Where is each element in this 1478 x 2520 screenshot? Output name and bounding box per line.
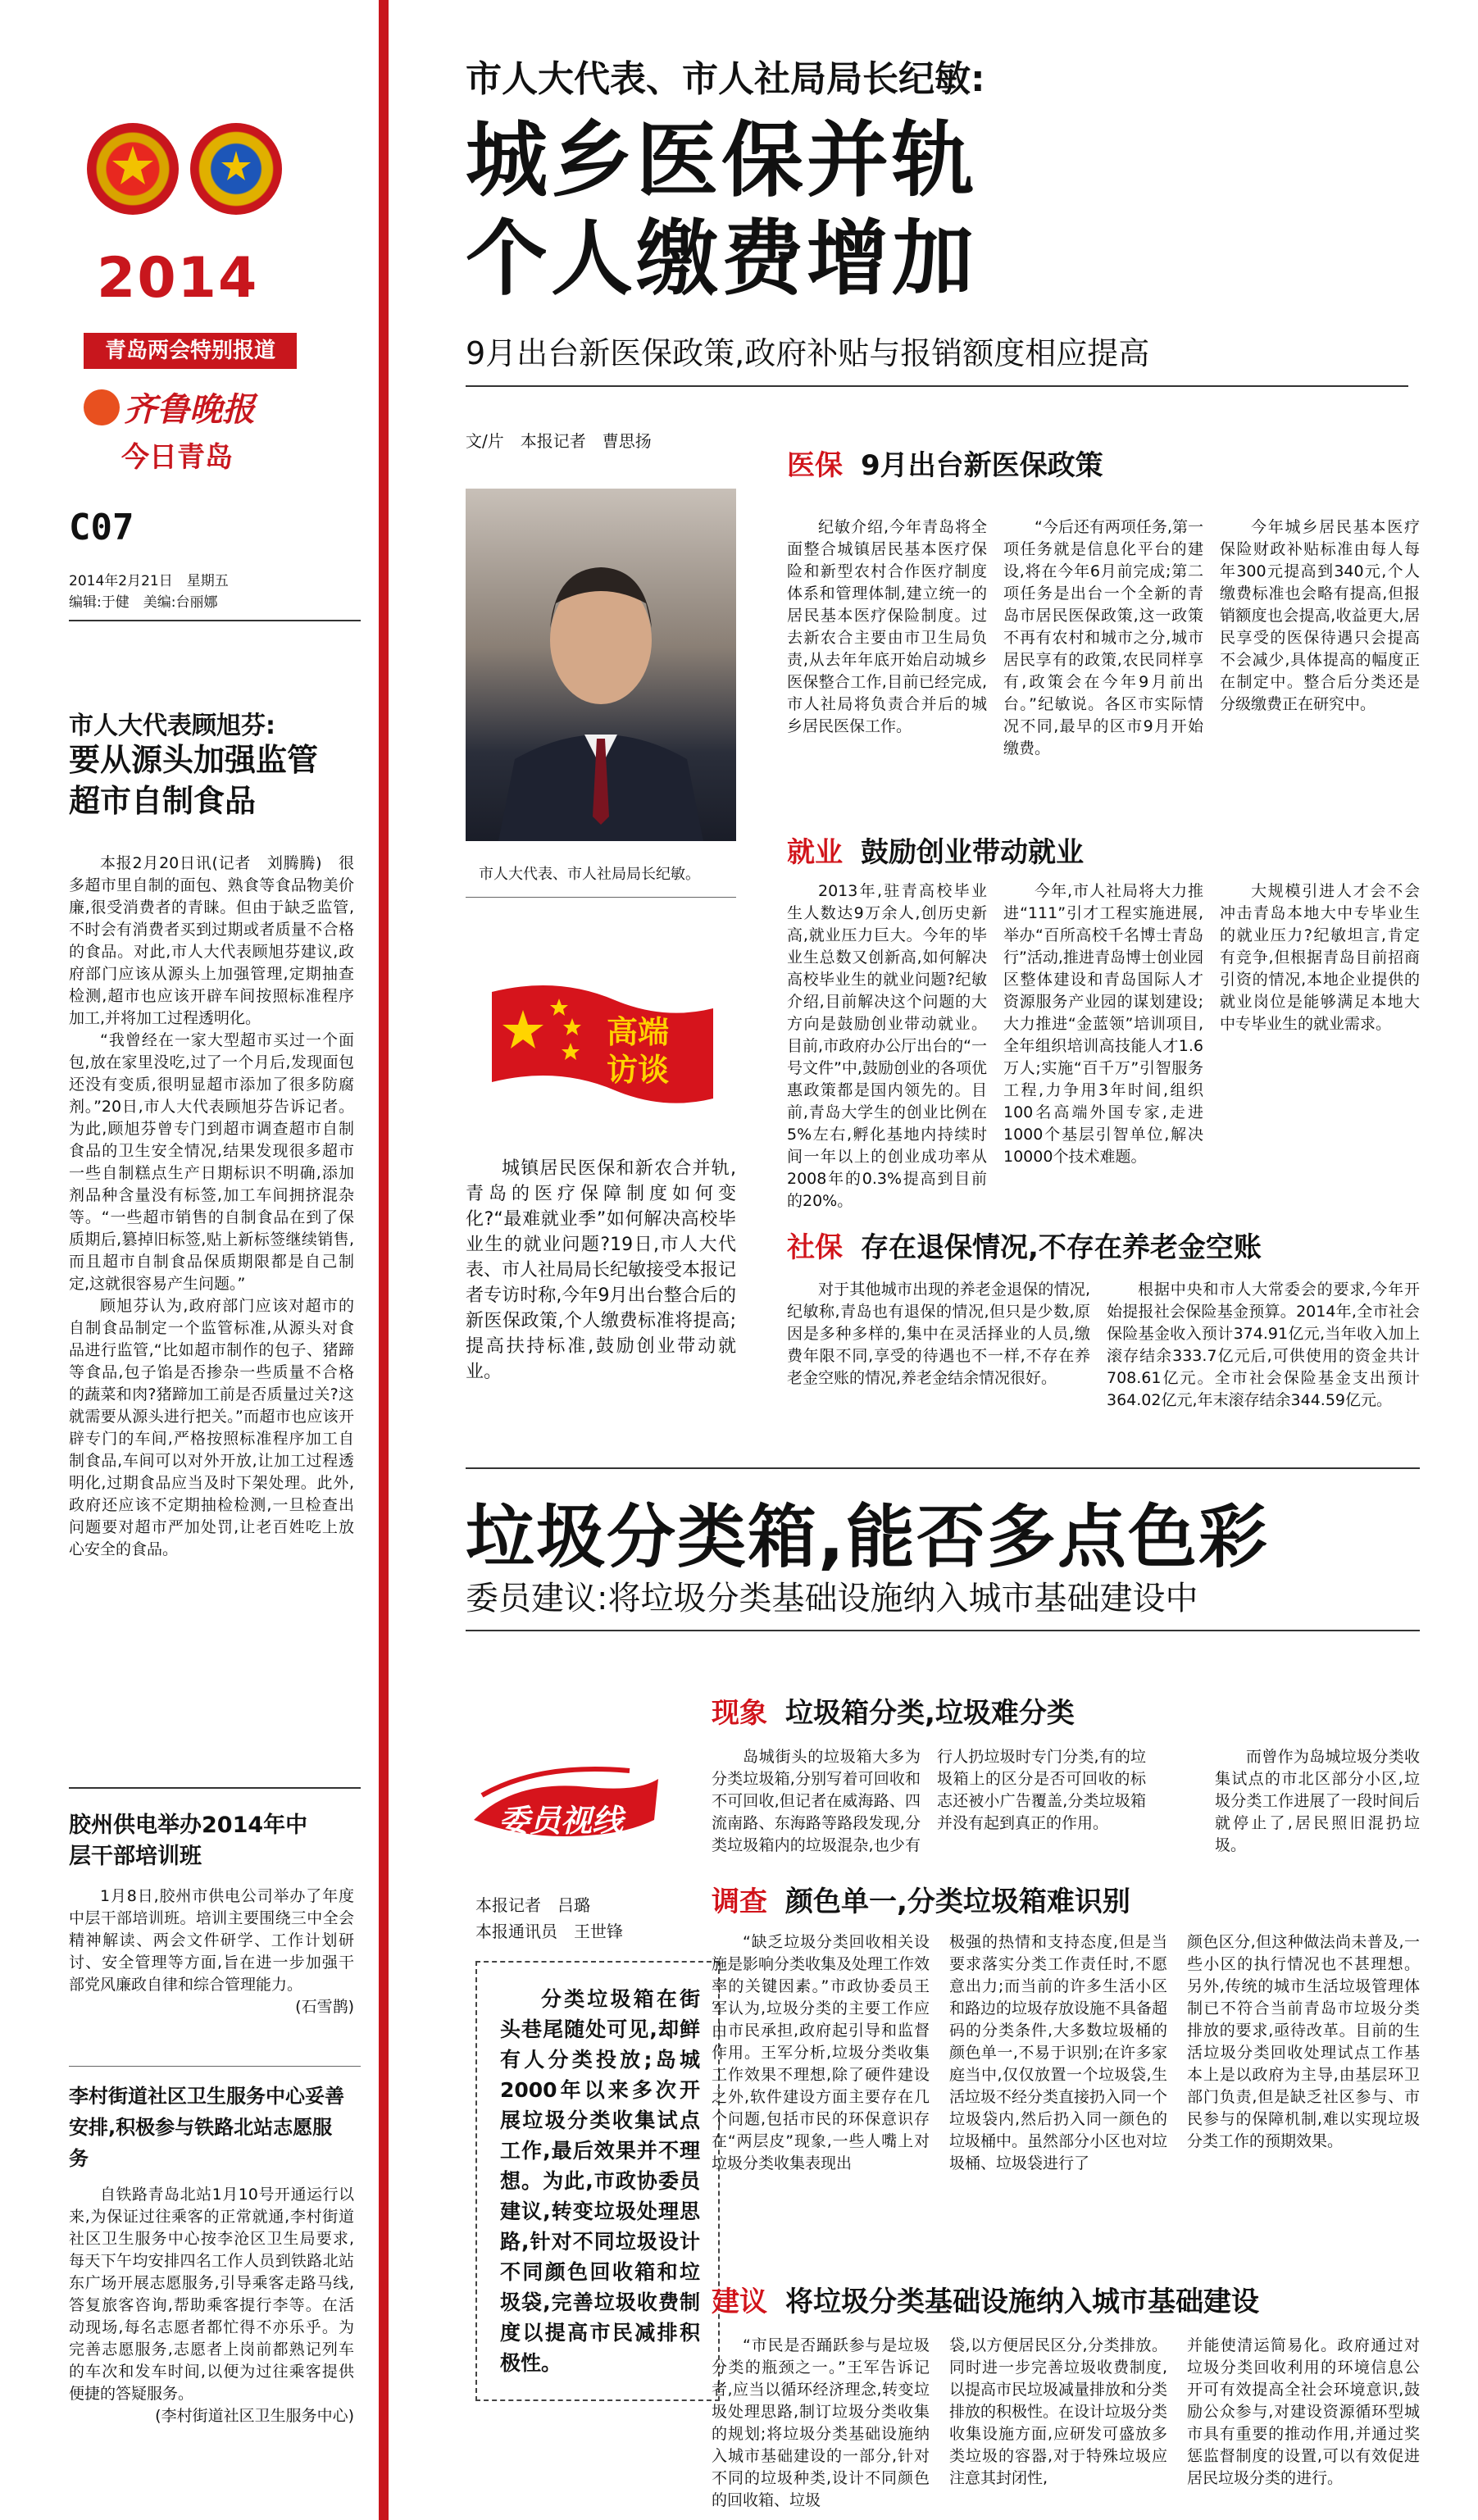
section-heading-employment — [787, 830, 1084, 870]
byline-correspondent: 本报通讯员 王世锋 — [475, 1922, 623, 1941]
section-title: 存在退保情况,不存在养老金空账 — [861, 1231, 1262, 1264]
section-title: 垃圾箱分类,垃圾难分类 — [785, 1697, 1075, 1730]
masthead-year: 2014 — [97, 246, 259, 311]
section-label: 现象 — [712, 1697, 767, 1730]
section-title: 鼓励创业带动就业 — [861, 836, 1084, 869]
column-paragraph: 颜色区分,但这种做法尚未普及,一些小区的执行情况也不甚理想。另外,传统的城市生活垃圾管理体制已不符合当前青岛市垃圾分类排放的要求,亟待改革。目前的生活垃圾分类回收处理试点工作基本上是以政府为主导,由基层环卫部门负责,但是缺乏社区参与、市民参与的保障机制,难以实现垃圾分类工作的预期效果。 — [1187, 1933, 1420, 2150]
section-label: 就业 — [787, 836, 843, 869]
left-story1-paragraph: “我曾经在一家大型超市买过一个面包,放在家里没吃,过了一个月后,发现面包还没有变质,很明显超市添加了很多防腐剂。”20日,市人大代表顾旭芬告诉记者。为此,顾旭芬曾专门到超市调查超市自制食品的卫生安全情况,结果发现很多超市一些自制糕点生产日期标识不明确,添加剂品种含量没有标签,加工车间拥挤混杂等。“一些超市销售的自制食品在到了保质期后,篡掉旧标签,贴上新标签继续销售,而且超市自制食品保质期限都是自己制定,这就很容易产生问题。” — [69, 1031, 354, 1293]
vertical-red-rule — [379, 0, 389, 2520]
main2-byline — [475, 1892, 623, 1945]
left-story1-headline: 要从源头加强监管超市自制食品 — [69, 742, 319, 819]
left-story1-paragraph: 顾旭芬认为,政府部门应该对超市的自制食品制定一个监管标准,从源头对食品进行监管,“比如超市制作的包子、猪蹄等食品,包子馅是否掺杂一些质量不合格的蔬菜和肉?猪蹄加工前是否质量过关?这就需要从源头进行把关。”而超市也应该开辟专门的车间,严格按照标准程序加工自制食品,车间可以对外开放,让加工过程透明化,过期食品应当及时下架处理。此外,政府还应该不定期抽检检测,一旦检查出问题要对超市严加处罚,让老百姓吃上放心安全的食品。 — [69, 1297, 354, 1558]
byline-reporter: 本报记者 吕璐 — [475, 1895, 590, 1915]
story-divider — [466, 1467, 1420, 1469]
text-column — [787, 516, 987, 738]
text-column — [712, 2335, 930, 2515]
column-paragraph: 今年城乡居民基本医疗保险财政补贴标准由每人每年300元提高到340元,个人缴费标准也会略有提高,但报销额度也会提高,收益更大,居民享受的医保待遇只会提高不会减少,具体提高的幅度正在制定中。整合后分类还是分级缴费正在研究中。 — [1220, 518, 1420, 713]
page-number: C07 — [69, 507, 134, 548]
left-divider — [69, 1787, 361, 1789]
left-divider — [69, 2066, 361, 2067]
paper-logo — [84, 384, 255, 430]
text-column — [712, 1746, 1146, 1857]
member-view-badge-label: 委员视线 — [498, 1803, 624, 1839]
text-column — [1220, 516, 1420, 716]
section-heading-suggestion — [712, 2279, 1259, 2319]
column-paragraph: 袋,以方便居民区分,分类排放。同时进一步完善垃圾收费制度,以提高市民垃圾减量排放和分类排放的积极性。在设计垃圾分类收集设施方面,应研发可盛放多类垃圾的容器,对于特殊垃圾应注意其封闭性, — [949, 2336, 1167, 2487]
left-story1-body — [69, 853, 354, 1561]
left-story2-credit: (石雪鹊) — [295, 1998, 354, 2016]
column-paragraph: 而曾作为岛城垃圾分类收集试点的市北区部分小区,垃圾分类工作进展了一段时间后就停止了,居民照旧混扔垃圾。 — [1215, 1748, 1420, 1854]
member-view-badge — [466, 1763, 662, 1853]
column-paragraph: “今后还有两项任务,第一项任务就是信息化平台的建设,将在今年6月前完成;第二项任务是出台一个全新的青岛市居民医保政策,这一政策不再有农村和城市之分,城市居民享有的政策,农民同样享有,政策会在今年9月前出台。”纪敏说。各区市实际情况不同,最早的区市9月开始缴费。 — [1003, 518, 1203, 757]
section-heading-medical — [787, 443, 1103, 483]
cppcc-emblem-icon — [190, 123, 282, 215]
left-story1-kicker: 市人大代表顾旭芬: — [69, 712, 275, 740]
masthead-rule — [69, 620, 361, 621]
section-title: 9月出台新医保政策 — [861, 449, 1103, 482]
section-heading-investigation — [712, 1879, 1130, 1919]
column-paragraph: 纪敏介绍,今年青岛将全面整合城镇居民基本医疗保险和新型农村合作医疗制度体系和管理体制,建立统一的居民基本医疗保险制度。过去新农合主要由市卫生局负责,从去年年底开始启动城乡医保整合工作,目前已经完成,市人社局将负责合并后的城乡居民医保工作。 — [787, 518, 987, 735]
text-column — [949, 2335, 1167, 2515]
left-story2-body — [69, 1885, 354, 2018]
text-column — [1187, 2335, 1420, 2515]
text-column — [1215, 1746, 1420, 1857]
column-paragraph: 根据中央和市人大常委会的要求,今年开始提报社会保险基金预算。2014年,全市社会保险基金收入预计374.91亿元,当年收入加上滚存结余333.7亿元后,可供使用的资金共计708.61亿元。全市社会保险基金支出预计364.02亿元,年末滚存结余344.59亿元。 — [1107, 1280, 1420, 1409]
interview-badge-label: 高端访谈 — [607, 1014, 670, 1088]
text-column — [1187, 1931, 1420, 2276]
main2-headline: 垃圾分类箱,能否多点色彩 — [466, 1497, 1269, 1577]
paper-name: 齐鲁晚报 — [124, 390, 256, 429]
section-label: 社保 — [787, 1231, 843, 1264]
interview-badge — [484, 976, 730, 1123]
text-column — [1107, 1279, 1420, 1412]
column-paragraph: 对于其他城市出现的养老金退保的情况,纪敏称,青岛也有退保的情况,但只是少数,原因是多种多样的,集中在灵活择业的人员,缴费年限不同,享受的待遇也不一样,不存在养老金空账的情况,养老金结余情况很好。 — [787, 1280, 1090, 1387]
column-paragraph: 今年,市人社局将大力推进“111”引才工程实施进展,举办“百所高校千名博士青岛行”活动,推进青岛博士创业园区整体建设和青岛国际人才资源服务产业园的谋划建设;大力推进“金蓝领”培训项目,全年组织培训高技能人才1.6万人;实施“百千万”引智服务工程,力争用3年时间,组织100名高端外国专家,走进1000个基层引智单位,解决10000个技术难题。 — [1003, 882, 1203, 1166]
text-column — [787, 1279, 1090, 1390]
issue-date: 2014年2月21日 星期五 — [69, 573, 229, 589]
issue-editors: 编辑:于健 美编:台丽娜 — [69, 594, 218, 611]
left-story2-headline: 胶州供电举办2014年中层干部培训班 — [69, 1813, 308, 1869]
pullquote-box — [475, 1961, 720, 2401]
main1-intro: 城镇居民医保和新农合并轨,青岛的医疗保障制度如何变化?“最难就业季”如何解决高校毕业生的就业问题?19日,市人大代表、市人社局局长纪敏接受本报记者专访时称,今年9月出台整合后的新医保政策,个人缴费标准将提高;提高扶持标准,鼓励创业带动就业。 — [466, 1158, 737, 1382]
left-story3-body — [69, 2184, 354, 2427]
interviewee-photo — [466, 489, 736, 841]
edition-name: 今日青岛 — [121, 441, 233, 474]
national-emblem-icon — [87, 123, 179, 215]
photo-caption: 市人大代表、市人社局局长纪敏。 — [479, 866, 700, 883]
main1-headline-line: 个人缴费增加 — [466, 211, 977, 307]
section-label: 建议 — [712, 2286, 767, 2318]
text-column — [712, 1931, 930, 2276]
main1-subhead: 9月出台新医保政策,政府补贴与报销额度相应提高 — [466, 335, 1150, 371]
main1-headline — [466, 111, 977, 308]
column-paragraph: 大规模引进人才会不会冲击青岛本地大中专毕业生的就业压力?纪敏坦言,肯定有竞争,但根据青岛目前招商引资的情况,本地企业提供的就业岗位是能够满足本地大中专毕业生的就业需求。 — [1220, 882, 1420, 1033]
main2-subhead: 委员建议:将垃圾分类基础设施纳入城市基础建设中 — [466, 1580, 1198, 1617]
column-paragraph: 极强的热情和支持态度,但是当要求落实分类工作责任时,不愿意出力;而当前的许多生活小区和路边的垃圾存放设施不具备超码的分类条件,大多数垃圾桶的颜色单一,不易于识别;在许多家庭当中,仅仅放置一个垃圾袋,生活垃圾不经分类直接扔入同一个垃圾袋内,然后扔入同一颜色的垃圾桶中。虽然部分小区也对垃圾桶、垃圾袋进行了 — [949, 1933, 1167, 2172]
column-paragraph: 岛城街头的垃圾箱大多为分类垃圾箱,分别写着可回收和不可回收,但记者在威海路、四流南路、东海路等路段发现,分类垃圾箱内的垃圾混杂,也少有行人扔垃圾时专门分类,有的垃圾箱上的区分是否可回收的标志还被小广告覆盖,分类垃圾箱并没有起到真正的作用。 — [712, 1748, 1146, 1854]
sun-logo-icon — [84, 389, 120, 425]
main1-byline: 文/片 本报记者 曹思扬 — [466, 431, 652, 451]
left-story3-credit: (李村街道社区卫生服务中心) — [155, 2407, 354, 2425]
section-heading-phenomenon — [712, 1690, 1075, 1731]
text-column — [949, 1931, 1167, 2276]
text-column — [1003, 516, 1203, 760]
left-story3-headline: 李村街道社区卫生服务中心妥善安排,积极参与铁路北站志愿服务 — [69, 2085, 344, 2170]
section-title: 将垃圾分类基础设施纳入城市基础建设 — [785, 2286, 1259, 2318]
main1-kicker: 市人大代表、市人社局局长纪敏: — [466, 58, 985, 100]
section-title: 颜色单一,分类垃圾箱难识别 — [785, 1885, 1130, 1918]
masthead-special-banner: 青岛两会特别报道 — [84, 333, 297, 369]
main2-rule — [466, 1630, 1420, 1631]
column-paragraph: 并能使清运简易化。政府通过对垃圾分类回收利用的环境信息公开可有效提高全社会环境意识,鼓励公众参与,对建设资源循环型城市具有重要的推动作用,并通过奖惩监督制度的设置,可以有效促进居民垃圾分类的进行。 — [1187, 2336, 1420, 2487]
column-paragraph: “缺乏垃圾分类回收相关设施是影响分类收集及处理工作效率的关键因素。”市政协委员王军认为,垃圾分类的主要工作应由市民承担,政府起引导和监督作用。王军分析,垃圾分类收集工作效果不理想,除了硬件建设之外,软件建设方面主要存在几个问题,包括市民的环保意识存在“两层皮”现象,一些人嘴上对垃圾分类收集表现出 — [712, 1933, 930, 2172]
left-story2-paragraph: 1月8日,胶州市供电公司举办了年度中层干部培训班。培训主要围绕三中全会精神解读、两会文件研学、工作计划研讨、安全管理等方面,旨在进一步加强干部党风廉政自律和综合管理能力。 — [69, 1887, 354, 1994]
caption-rule — [466, 897, 736, 898]
main1-rule — [466, 385, 1408, 387]
main1-headline-line: 城乡医保并轨 — [466, 112, 977, 208]
section-label: 调查 — [712, 1885, 767, 1918]
left-story3-paragraph: 自铁路青岛北站1月10号开通运行以来,为保证过往乘客的正常就通,李村街道社区卫生服务中心按李沧区卫生局要求,每天下午均安排四名工作人员到铁路北站东广场开展志愿服务,引导乘客走路马线,答复旅客咨询,帮助乘客提行李等。在活动现场,每名志愿者都忙得不亦乐乎。为完善志愿服务,志愿者上岗前都熟记列车的车次和发车时间,以便为过往乘客提供便捷的答疑服务。 — [69, 2186, 354, 2403]
pullquote-text: 分类垃圾箱在街头巷尾随处可见,却鲜有人分类投放;岛城2000年以来多次开展垃圾分类收集试点工作,最后效果并不理想。为此,市政协委员建议,转变垃圾处理思路,针对不同垃圾设计不同颜色回收箱和垃圾袋,完善垃圾收费制度以提高市民减排积极性。 — [500, 1987, 700, 2375]
section-label: 医保 — [787, 449, 843, 482]
portrait-figure-icon — [466, 489, 736, 841]
section-heading-social-security — [787, 1225, 1262, 1265]
left-story1-paragraph: 本报2月20日讯(记者 刘腾腾) 很多超市里自制的面包、熟食等食品物美价廉,很受消费者的青睐。但由于缺乏监管,不时会有消费者买到过期或者质量不合格的食品。对此,市人大代表顾旭芬建议,政府部门应该从源头上加强管理,定期抽查检测,超市也应该开辟车间按照标准程序加工,并将加工过程透明化。 — [69, 854, 354, 1027]
column-paragraph: “市民是否踊跃参与是垃圾分类的瓶颈之一。”王军告诉记者,应当以循环经济理念,转变垃圾处理思路,制订垃圾分类收集的规划;将垃圾分类基础设施纳入城市基础建设的一部分,针对不同的垃圾种类,设计不同颜色的回收箱、垃圾 — [712, 2336, 930, 2509]
column-paragraph: 2013年,驻青高校毕业生人数达9万余人,创历史新高,就业压力巨大。今年的毕业生总数又创新高,如何解决高校毕业生的就业问题?纪敏介绍,目前解决这个问题的大方向是鼓励创业带动就业。目前,市政府办公厅出台的“一号文件”中,鼓励创业的各项优惠政策都是国内领先的。目前,青岛大学生的创业比例在5%左右,孵化基地内持续时间一年以上的创业成功率从2008年的0.3%提高到目前的20%。 — [787, 882, 987, 1210]
